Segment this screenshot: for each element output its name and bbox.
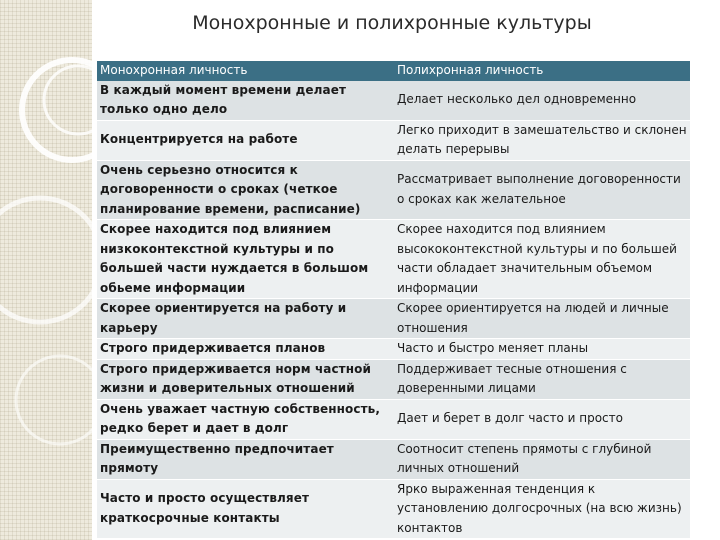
polychronic-cell: Дает и берет в долг часто и просто [394,399,690,439]
monochronic-cell: Очень уважает частную собственность, редко берет и дает в долг [97,399,394,439]
table-row [97,339,690,360]
table-row [97,399,690,439]
decorative-circles-graphic [0,0,92,540]
monochronic-cell: В каждый момент времени делает только одно дело [97,81,394,121]
table-header-row [97,61,690,81]
polychronic-cell: Скорее находится под влиянием высококонтекстной культуры и по большей части обладает значительным объемом информации [394,220,690,299]
header-polychronic: Полихронная личность [394,61,690,81]
table-row [97,359,690,399]
monochronic-cell: Концентрируется на работе [97,120,394,160]
comparison-table [97,61,690,539]
table-row [97,160,690,220]
monochronic-cell: Скорее ориентируется на работу и карьеру [97,299,394,339]
polychronic-cell: Поддерживает тесные отношения с доверенными лицами [394,359,690,399]
polychronic-cell: Делает несколько дел одновременно [394,81,690,121]
header-monochronic: Монохронная личность [97,61,394,81]
monochronic-cell: Часто и просто осуществляет краткосрочные контакты [97,479,394,539]
monochronic-cell: Скорее находится под влиянием низкоконтекстной культуры и по большей части нуждается в большом обьеме информации [97,220,394,299]
polychronic-cell: Рассматривает выполнение договоренности о сроках как желательное [394,160,690,220]
table-row [97,81,690,121]
table-row [97,120,690,160]
polychronic-cell: Ярко выраженная тенденция к установлению долгосрочных (на всю жизнь) контактов [394,479,690,539]
polychronic-cell: Скорее ориентируется на людей и личные отношения [394,299,690,339]
table-row [97,439,690,479]
table-row [97,299,690,339]
page-title: Монохронные и полихронные культуры [192,12,592,34]
polychronic-cell: Часто и быстро меняет планы [394,339,690,360]
monochronic-cell: Очень серьезно относится к договоренности о сроках (четкое планирование времени, расписание) [97,160,394,220]
monochronic-cell: Строго придерживается планов [97,339,394,360]
monochronic-cell: Строго придерживается норм частной жизни и доверительных отношений [97,359,394,399]
polychronic-cell: Соотносит степень прямоты с глубиной личных отношений [394,439,690,479]
table-row [97,220,690,299]
table-row [97,479,690,539]
polychronic-cell: Легко приходит в замешательство и склонен делать перерывы [394,120,690,160]
monochronic-cell: Преимущественно предпочитает прямоту [97,439,394,479]
